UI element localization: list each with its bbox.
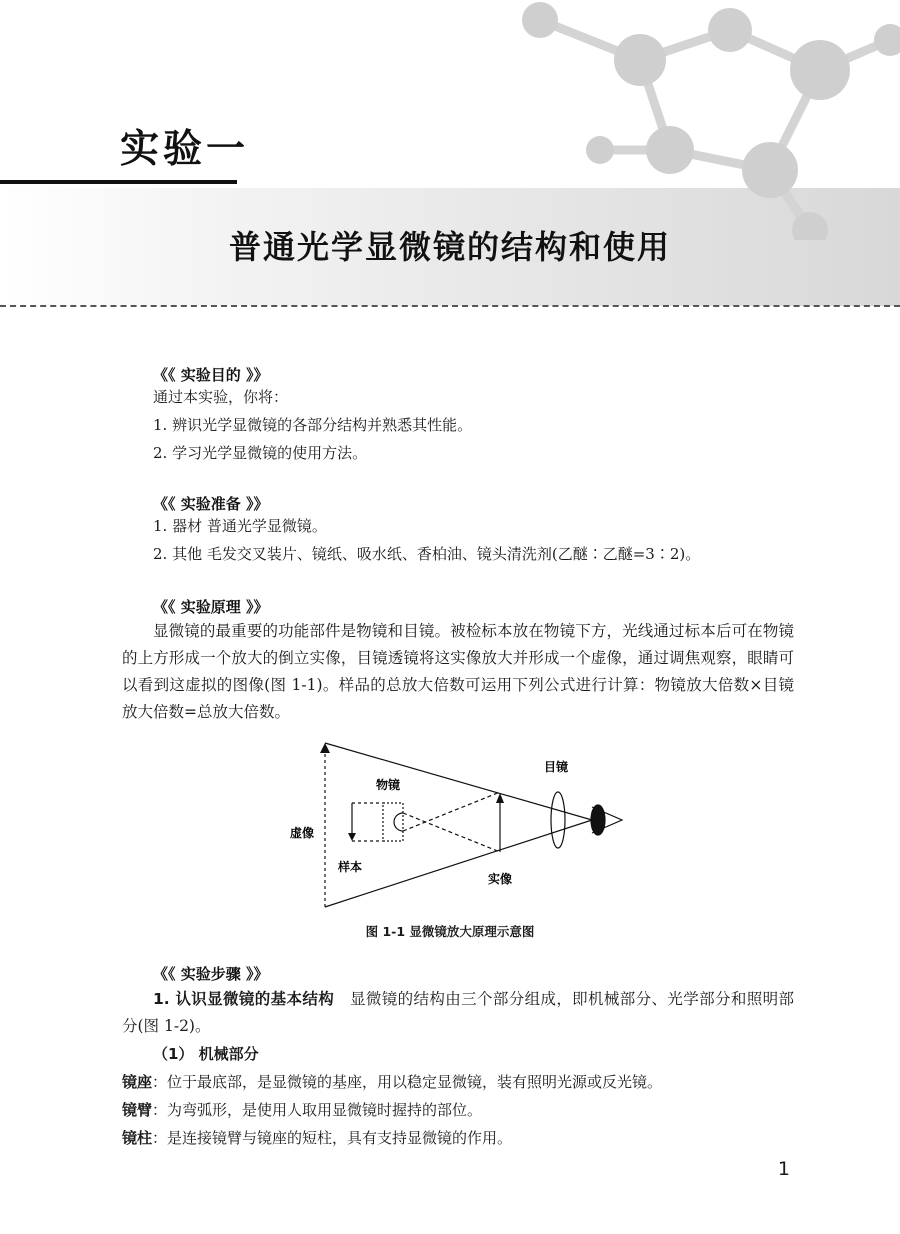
page-title: 普通光学显微镜的结构和使用 xyxy=(228,228,671,266)
molecule-decoration xyxy=(480,0,900,240)
step1-title: 1. 认识显微镜的基本结构 xyxy=(153,990,335,1008)
term-arm: 镜臂 xyxy=(122,1101,153,1119)
purpose-intro: 通过本实验，你将： xyxy=(153,388,289,406)
dashed-divider xyxy=(0,305,900,307)
definition-base: 镜座：位于最底部，是显微镜的基座，用以稳定显微镜，装有照明光源或反光镜。 xyxy=(122,1073,663,1091)
figure-caption: 图 1-1 显微镜放大原理示意图 xyxy=(365,924,535,939)
section-heading-principle: 《《 实验原理 》》 xyxy=(153,598,269,616)
section-heading-steps: 《《 实验步骤 》》 xyxy=(153,965,269,983)
preparation-item-1: 1. 器材 普通光学显微镜。 xyxy=(153,517,327,535)
eyepiece-lens xyxy=(551,792,565,848)
term-base: 镜座 xyxy=(122,1073,153,1091)
section-heading-preparation: 《《 实验准备 》》 xyxy=(153,495,269,513)
step1-text: 显微镜的结构由三个部分组成，即机械部分、光学部分和照明部分(图 1-2)。 xyxy=(122,990,794,1035)
label-virtual-image: 虚像 xyxy=(290,826,315,840)
label-eyepiece: 目镜 xyxy=(544,760,569,774)
chapter-label: 实验一 xyxy=(120,127,250,172)
definition-pillar: 镜柱：是连接镜臂与镜座的短柱，具有支持显微镜的作用。 xyxy=(122,1129,513,1147)
purpose-item-2: 2. 学习光学显微镜的使用方法。 xyxy=(153,444,368,462)
preparation-item-2: 2. 其他 毛发交叉装片、镜纸、吸水纸、香柏油、镜头清洗剂(乙醚∶乙醚=3∶2)。 xyxy=(153,545,701,563)
eye-pupil xyxy=(591,805,605,835)
label-objective: 物镜 xyxy=(376,778,401,792)
label-specimen: 样本 xyxy=(338,860,363,874)
definition-arm: 镜臂：为弯弧形，是使用人取用显微镜时握持的部位。 xyxy=(122,1101,483,1119)
section-heading-purpose: 《《 实验目的 》》 xyxy=(153,366,269,384)
label-real-image: 实像 xyxy=(488,872,513,886)
step1-paragraph xyxy=(122,986,794,1040)
term-pillar: 镜柱 xyxy=(122,1129,153,1147)
principle-paragraph: 显微镜的最重要的功能部件是物镜和目镜。被检标本放在物镜下方，光线通过标本后可在物镜的上方形成一个放大的倒立实像，目镜透镜将这实像放大并形成一个虚像，通过调焦观察，眼睛可以看到这虚拟的图像(图 1-1)。样品的总放大倍数可运用下列公式进行计算：物镜放大倍数×目镜放大倍数=总放大倍数。 xyxy=(122,622,794,721)
chapter-rule xyxy=(0,180,237,184)
magnification-diagram xyxy=(280,735,640,915)
sub-heading-mechanical: （1） 机械部分 xyxy=(153,1045,259,1063)
purpose-item-1: 1. 辨识光学显微镜的各部分结构并熟悉其性能。 xyxy=(153,416,473,434)
page-number: 1 xyxy=(777,1158,790,1180)
objective-lens xyxy=(383,803,403,841)
